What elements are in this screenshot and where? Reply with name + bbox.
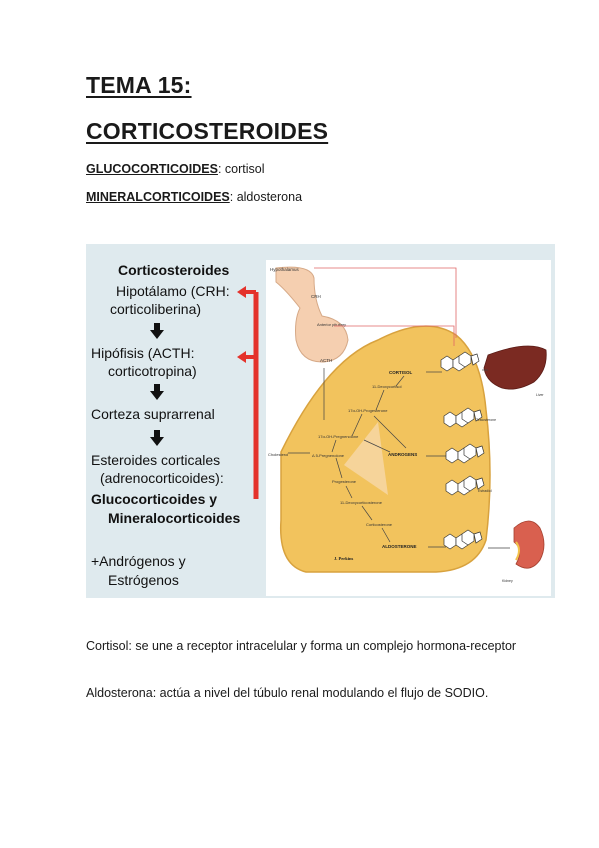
aldosterone-text: ALDOSTERONE (382, 544, 417, 549)
pregnenolone-text: Δ 5-Pregnenolone (312, 453, 345, 458)
steroid-synthesis-diagram (266, 260, 551, 596)
testosterone-text: Testosterone (476, 418, 497, 422)
estradiol-text: Estradiol (478, 489, 492, 493)
term-value: : cortisol (217, 162, 265, 176)
deoxycorticosterone-text: 11-Deoxycorticosterone (340, 500, 382, 505)
definition-glucocorticoides (86, 162, 265, 176)
acth-text: ACTH (320, 358, 333, 363)
pituitary-label: Hipófisis (ACTH: (91, 345, 195, 361)
crh-text: CRH (311, 294, 321, 299)
androgens-text: ANDROGENS (388, 452, 418, 457)
page-subtitle: CORTICOSTEROIDES (86, 118, 329, 144)
mineralocorticoids-label: Mineralocorticoides (108, 510, 241, 526)
liver-text: Liver (536, 393, 544, 397)
cortisol-text: CORTISOL (389, 370, 413, 375)
progesterone-text: Progesterone (332, 479, 357, 484)
corticosterone-text: Corticosterone (366, 522, 393, 527)
artist-signature: J. Perkins (334, 556, 354, 561)
hypothalamus-hormone-label: corticoliberina) (110, 301, 202, 317)
aldosterone-paragraph: Aldosterona: actúa a nivel del túbulo renal modulando el flujo de SODIO. (86, 686, 489, 700)
hydroxy-progesterone-text: 17α-OH-Progesterone (348, 408, 388, 413)
down-arrow-icon (150, 384, 164, 400)
feedback-bracket-icon (236, 284, 266, 504)
androgens-label: +Andrógenos y (91, 553, 186, 569)
cholesterol-text: Cholesterol (268, 452, 289, 457)
deoxycortisol-text: 11-Deoxycortisol (372, 384, 402, 389)
corticosteroid-figure (86, 244, 555, 598)
hypothalamus-label: Hipotálamo (CRH: (116, 283, 230, 299)
estrogens-label: Estrógenos (108, 572, 179, 588)
definition-mineralocorticoides (86, 190, 302, 204)
adrenal-cortex-label: Corteza suprarrenal (91, 406, 215, 422)
term-value: : aldosterona (229, 190, 303, 204)
adrenocorticoids-label: (adrenocorticoides): (100, 470, 224, 486)
glucocorticoids-label: Glucocorticoides y (91, 491, 218, 507)
down-arrow-icon (150, 323, 164, 339)
hypothalamus-text: Hypothalamus (270, 267, 299, 272)
pituitary-hormone-label: corticotropina) (108, 363, 197, 379)
hydroxy-pregnenolone-text: 17α-OH-Pregnenolone (318, 434, 359, 439)
anterior-pituitary-text: Anterior pituitary (317, 322, 347, 327)
figure-heading: Corticosteroides (118, 262, 230, 278)
term-label: MINERALCORTICOIDES (86, 190, 230, 204)
cortical-steroids-label: Esteroides corticales (91, 452, 221, 468)
kidney-text: Kidney (502, 579, 513, 583)
page-title: TEMA 15: (86, 72, 192, 98)
down-arrow-icon (150, 430, 164, 446)
cortisol-paragraph: Cortisol: se une a receptor intracelular y forma un complejo hormona-receptor (86, 639, 517, 653)
term-label: GLUCOCORTICOIDES (86, 162, 218, 176)
